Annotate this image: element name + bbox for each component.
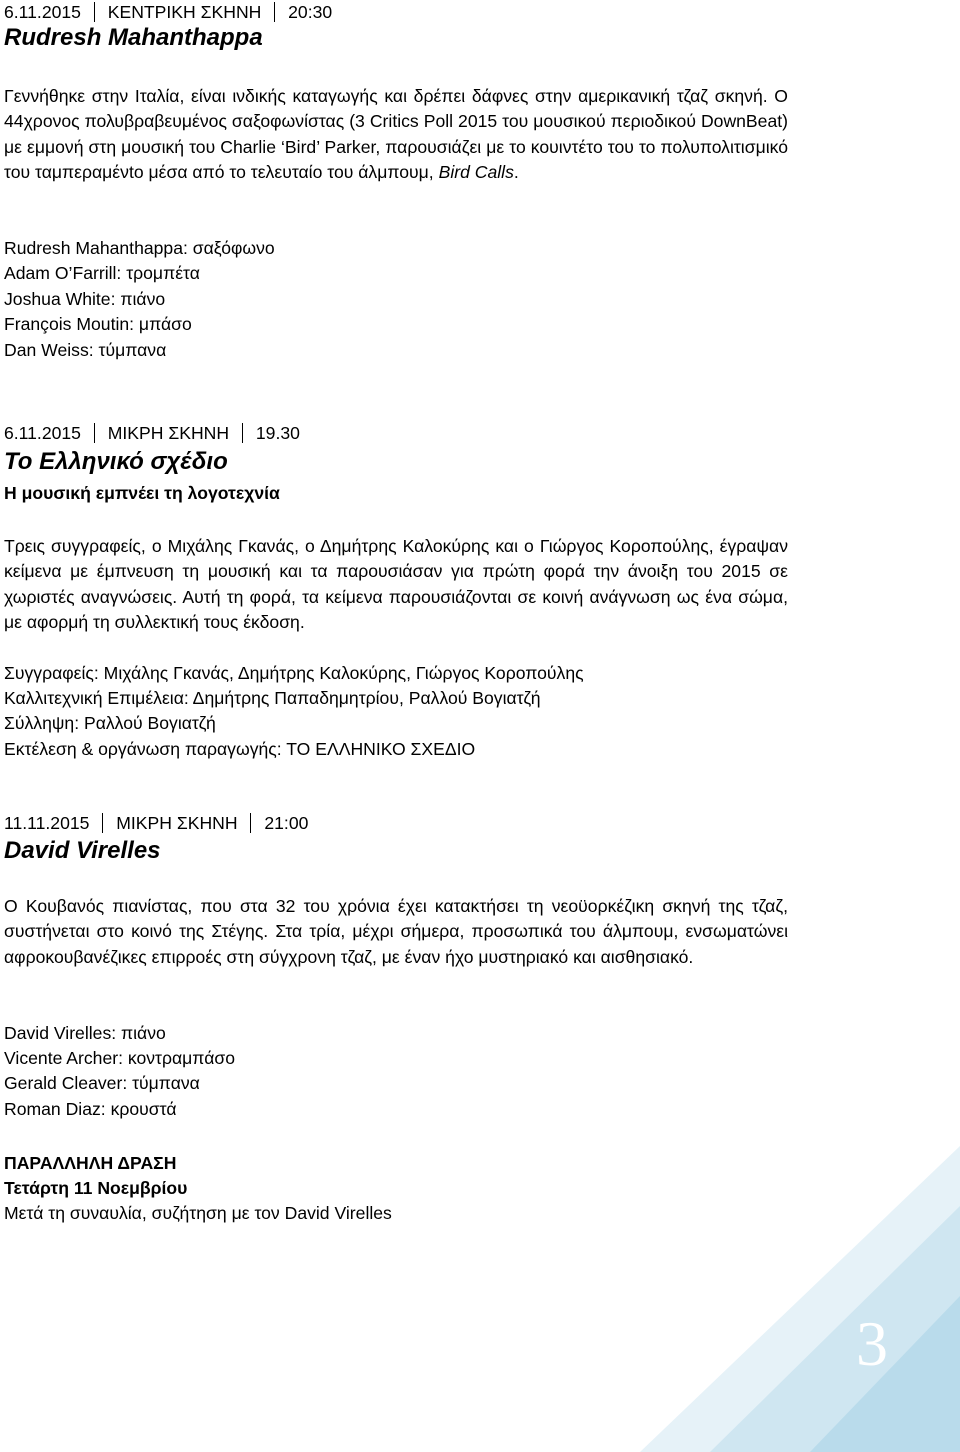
event-time: 19.30: [255, 423, 300, 443]
event-header-1: [4, 0, 332, 25]
description-end: .: [513, 161, 519, 182]
event-title-2: Το Ελληνικό σχέδιο: [4, 448, 228, 475]
event-description-1: [4, 84, 788, 185]
event-description-3: Ο Κουβανός πιανίστας, που στα 32 του χρόνια έχει κατακτήσει τη νεοϋορκέζικη σκηνή της τζαζ, συστήνεται στο κοινό της Στέγης. Στα τρία, μέχρι σήμερα, προσωπικά του άλμπουμ, ενσωματώνει αφροκουβανέζικες επιρροές στη σύγχρονη τζαζ, με έναν ήχο μυστηριακό και αισθησιακό.: [4, 896, 788, 967]
event-header-2: [4, 421, 300, 446]
lineup-item: Vicente Archer: κοντραμπάσο: [4, 1048, 236, 1068]
parallel-date: Τετάρτη 11 Νοεμβρίου: [4, 1178, 188, 1198]
event-time: 20:30: [288, 2, 333, 22]
lineup-item: Gerald Cleaver: τύμπανα: [4, 1073, 200, 1093]
event-venue: ΜΙΚΡΗ ΣΚΗΝΗ: [107, 423, 230, 443]
event-time: 21:00: [264, 813, 309, 833]
event-date: 11.11.2015: [4, 813, 90, 833]
description-text: Γεννήθηκε στην Ιταλία, είναι ινδικής καταγωγής και δρέπει δάφνες στην αμερικανική τζαζ σκηνή. Ο 44χρονος πολυβραβευμένος σαξοφωνίστας (3 Critics Poll 2015 του μουσικού περιοδικού DownBeat) με εμμονή στη μουσική του Charlie ‘Bird’ Parker, παρουσιάζει με το κουιντέτο του το πολυπολιτισμικό του ταμπεραμένto μέσα από το τελευταίο του άλμπουμ,: [4, 86, 788, 182]
event-title-3: David Virelles: [4, 837, 161, 864]
lineup-item: David Virelles: πιάνο: [4, 1023, 166, 1043]
event-header-3: [4, 811, 308, 836]
event-subtitle-2: Η μουσική εμπνέει τη λογοτεχνία: [4, 483, 280, 503]
corner-decoration: [640, 1146, 960, 1452]
separator: [94, 2, 95, 22]
parallel-heading: ΠΑΡΑΛΛΗΛΗ ΔΡΑΣΗ: [4, 1153, 177, 1173]
credit-line: Εκτέλεση & οργάνωση παραγωγής: ΤΟ ΕΛΛΗΝΙΚΟ ΣΧΕΔΙΟ: [4, 739, 476, 759]
lineup-item: Roman Diaz: κρουστά: [4, 1099, 177, 1119]
parallel-text: Μετά τη συναυλία, συζήτηση με τον David Virelles: [4, 1203, 392, 1223]
separator: [250, 813, 251, 833]
event-venue: ΜΙΚΡΗ ΣΚΗΝΗ: [116, 813, 238, 833]
page-number: 3: [856, 1308, 888, 1379]
separator: [94, 423, 95, 443]
event-title-1: Rudresh Mahanthappa: [4, 24, 263, 51]
credit-line: Καλλιτεχνική Επιμέλεια: Δημήτρης Παπαδημητρίου, Ραλλού Βογιατζή: [4, 688, 541, 708]
event-description-2: Τρεις συγγραφείς, ο Μιχάλης Γκανάς, ο Δημήτρης Καλοκύρης και ο Γιώργος Κοροπούλης, έγραψαν κείμενα με έμπνευση τη μουσική και τα παρουσιάσαν για πρώτη φορά την άνοιξη του 2015 σε χωριστές αναγνώσεις. Αυτή τη φορά, τα κείμενα παρουσιάζονται σε κοινή ανάγνωση ως ένα σώμα, με αφορμή τη συλλεκτική τους έκδοση.: [4, 536, 788, 632]
event-date: 6.11.2015: [4, 423, 81, 443]
separator: [102, 813, 103, 833]
lineup-item: Rudresh Mahanthappa: σαξόφωνο: [4, 238, 275, 258]
lineup-item: Adam O’Farrill: τρομπέτα: [4, 263, 200, 283]
lineup-item: François Moutin: μπάσο: [4, 314, 192, 334]
separator: [242, 423, 243, 443]
lineup-item: Dan Weiss: τύμπανα: [4, 340, 167, 360]
credit-line: Σύλληψη: Ραλλού Βογιατζή: [4, 713, 216, 733]
event-date: 6.11.2015: [4, 2, 81, 22]
separator: [274, 2, 275, 22]
lineup-item: Joshua White: πιάνο: [4, 289, 166, 309]
album-title: Bird Calls: [438, 161, 514, 182]
credit-line: Συγγραφείς: Μιχάλης Γκανάς, Δημήτρης Καλοκύρης, Γιώργος Κοροπούλης: [4, 663, 584, 683]
event-venue: ΚΕΝΤΡΙΚΗ ΣΚΗΝΗ: [107, 2, 262, 22]
